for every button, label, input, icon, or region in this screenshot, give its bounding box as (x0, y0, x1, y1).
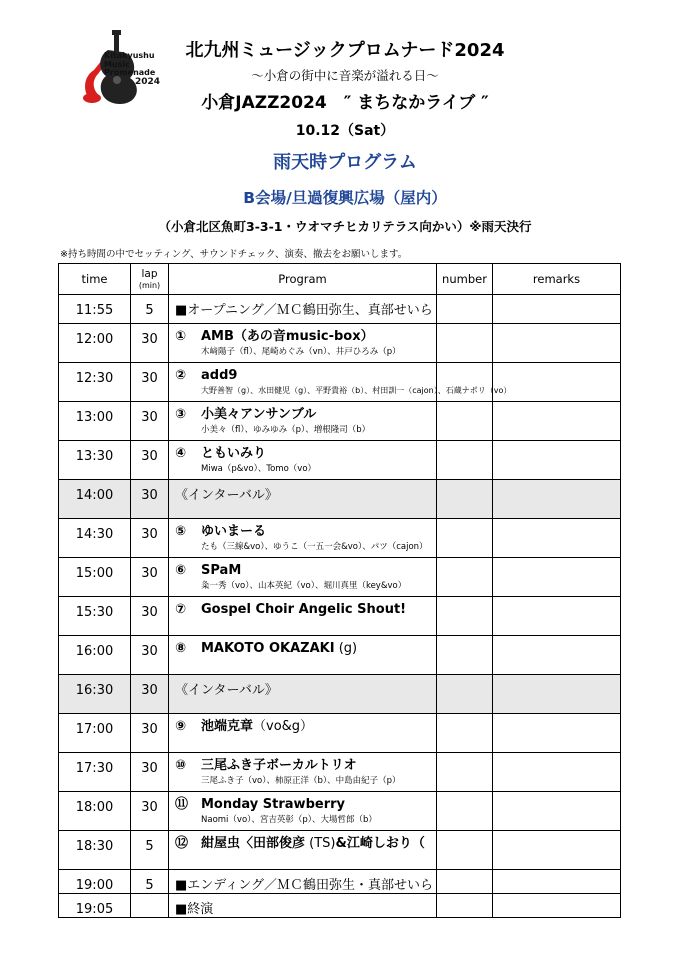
program-members: Naomi（vo）、宮吉英彰（p）、大場哲郎（b） (201, 815, 377, 825)
row-number (437, 519, 493, 558)
program-instrument: （vo&g） (253, 719, 314, 734)
row-number (437, 831, 493, 870)
row-program (169, 402, 437, 441)
row-time: 18:00 (59, 792, 131, 831)
row-lap: 5 (131, 870, 169, 894)
row-time: 15:30 (59, 597, 131, 636)
row-remarks (493, 675, 621, 714)
row-lap: 30 (131, 363, 169, 402)
row-time: 11:55 (59, 295, 131, 324)
program-members: 粂一秀（vo）、山本英紀（vo）、堀川真里（key&vo） (201, 581, 407, 591)
row-number (437, 753, 493, 792)
row-number (437, 636, 493, 675)
program-title: add9 (201, 368, 238, 383)
table-row (59, 558, 621, 597)
row-time: 14:00 (59, 480, 131, 519)
row-time: 19:05 (59, 894, 131, 918)
row-remarks (493, 480, 621, 519)
subtitle: 〜小倉の街中に音楽が溢れる日〜 (251, 68, 439, 83)
row-program (169, 519, 437, 558)
program-number: ⑫ (175, 836, 189, 851)
row-program (169, 295, 437, 324)
program-instrument: (g) (334, 641, 358, 656)
row-number (437, 714, 493, 753)
row-program (169, 441, 437, 480)
row-remarks (493, 636, 621, 675)
program-members: 小美々（fl）、ゆみゆみ（p）、増根隆司（b） (201, 425, 371, 435)
row-time: 13:30 (59, 441, 131, 480)
row-program (169, 714, 437, 753)
row-remarks (493, 324, 621, 363)
program-number: ⑤ (175, 524, 187, 539)
program-title: SPaM (201, 563, 242, 578)
program-number: ⑪ (175, 797, 189, 812)
row-lap: 30 (131, 519, 169, 558)
row-number (437, 441, 493, 480)
program-instrument: (TS) (305, 836, 336, 851)
row-lap: 30 (131, 480, 169, 519)
header-program: Program (169, 264, 437, 295)
row-program: 《インターバル》 (169, 675, 437, 714)
program-number: ⑧ (175, 641, 187, 656)
program-title: ともいみり (201, 446, 267, 461)
row-program (169, 597, 437, 636)
row-remarks (493, 894, 621, 918)
row-number (437, 597, 493, 636)
row-remarks (493, 831, 621, 870)
row-lap: 30 (131, 558, 169, 597)
row-number (437, 295, 493, 324)
table-row (59, 402, 621, 441)
program-members: たも（三線&vo）、ゆうこ（一五一会&vo）、パツ（cajon） (201, 542, 428, 552)
program-title: 紺屋虫〈田部俊彦 (201, 836, 306, 851)
program-title: ゆいまーる (201, 524, 267, 539)
row-remarks (493, 753, 621, 792)
program-title: ■オープニング／ＭＣ鶴田弥生、真部せいら (175, 303, 433, 318)
table-row (59, 675, 621, 714)
table-row (59, 441, 621, 480)
program-number: ④ (175, 446, 187, 461)
row-lap: 5 (131, 295, 169, 324)
program-members: 木﨑陽子（fl）、尾崎めぐみ（vn）、井戸ひろみ（p） (201, 347, 401, 357)
row-number (437, 558, 493, 597)
logo-line: Kitakyushu (104, 51, 155, 60)
program-members: 三尾ふき子（vo）、柿原正洋（b）、中島由紀子（p） (201, 776, 401, 786)
logo-text (104, 52, 164, 86)
row-program (169, 558, 437, 597)
venue-address: （小倉北区魚町3-3-1・ウオマチヒカリテラス向かい）※雨天決行 (158, 219, 532, 234)
event-title: 小倉JAZZ2024 ″ まちなかライブ ″ (201, 93, 489, 113)
row-program (169, 363, 512, 402)
logo-line: Promenade (104, 68, 156, 77)
table-row (59, 636, 621, 675)
row-number (437, 675, 493, 714)
table-row (59, 295, 621, 324)
row-remarks (493, 519, 621, 558)
row-number (437, 402, 493, 441)
program-number: ① (175, 329, 187, 344)
schedule-table (58, 263, 621, 918)
row-number (437, 792, 493, 831)
venue-heading: B会場/旦過復興広場（屋内） (243, 189, 447, 207)
rainy-program-heading: 雨天時プログラム (273, 152, 417, 173)
row-remarks (493, 714, 621, 753)
row-lap: 30 (131, 675, 169, 714)
program-number: ⑦ (175, 602, 187, 617)
program-title: 三尾ふき子ボーカルトリオ (201, 758, 357, 773)
program-title: MAKOTO OKAZAKI (201, 641, 335, 656)
row-lap (131, 894, 169, 918)
program-number: ⑩ (175, 758, 187, 773)
row-time: 18:30 (59, 831, 131, 870)
row-time: 14:30 (59, 519, 131, 558)
row-program (169, 894, 437, 918)
program-members: Miwa（p&vo）、Tomo（vo） (201, 464, 317, 474)
program-members: 大野善智（g）、水田健児（g）、平野貴裕（b）、村田訓一（cajon）、石蔵ナポリ（vo） (201, 386, 512, 395)
row-number (437, 480, 493, 519)
row-remarks (493, 441, 621, 480)
logo-line: Music (104, 59, 130, 69)
program-title: 小美々アンサンブル (201, 407, 317, 422)
table-row (59, 519, 621, 558)
row-remarks (493, 402, 621, 441)
header-lap-label: lap (141, 268, 158, 280)
table-row (59, 324, 621, 363)
table-row (59, 480, 621, 519)
table-row (59, 714, 621, 753)
program-number: ② (175, 368, 187, 383)
table-row (59, 792, 621, 831)
row-time: 12:00 (59, 324, 131, 363)
program-title: AMB（あの音music-box） (201, 329, 374, 344)
row-remarks (493, 295, 621, 324)
row-time: 17:00 (59, 714, 131, 753)
header-time: time (59, 264, 131, 295)
row-time: 17:30 (59, 753, 131, 792)
row-program (169, 636, 437, 675)
table-row (59, 753, 621, 792)
table-row (59, 870, 621, 894)
row-time: 13:00 (59, 402, 131, 441)
program-title: Gospel Choir Angelic Shout! (201, 602, 407, 617)
row-lap: 30 (131, 792, 169, 831)
row-program (169, 870, 437, 894)
row-program (169, 324, 437, 363)
program-number: ⑨ (175, 719, 187, 734)
program-title: Monday Strawberry (201, 797, 345, 812)
program-number: ⑥ (175, 563, 187, 578)
row-number (437, 894, 493, 918)
row-program (169, 753, 437, 792)
setup-note: ※持ち時間の中でセッティング、サウンドチェック、演奏、撤去をお願いします。 (60, 249, 408, 260)
header-number: number (437, 264, 493, 295)
row-number (437, 870, 493, 894)
row-time: 12:30 (59, 363, 131, 402)
row-remarks (493, 792, 621, 831)
row-lap: 30 (131, 597, 169, 636)
row-time: 16:00 (59, 636, 131, 675)
row-time: 19:00 (59, 870, 131, 894)
row-time: 15:00 (59, 558, 131, 597)
page-title: 北九州ミュージックプロムナード2024 (185, 40, 505, 61)
table-row (59, 831, 621, 870)
program-title-tail: &江崎しおり（ (335, 836, 425, 851)
row-program (169, 792, 437, 831)
row-program: 《インターバル》 (169, 480, 437, 519)
table-row (59, 363, 621, 402)
header-lap (131, 264, 169, 295)
event-date: 10.12（Sat） (295, 123, 395, 139)
row-lap: 30 (131, 753, 169, 792)
row-number (437, 324, 493, 363)
row-time: 16:30 (59, 675, 131, 714)
row-lap: 30 (131, 636, 169, 675)
row-lap: 30 (131, 402, 169, 441)
row-remarks (493, 870, 621, 894)
program-title: ■終演 (175, 902, 214, 917)
row-lap: 5 (131, 831, 169, 870)
row-remarks (493, 558, 621, 597)
program-number: ③ (175, 407, 187, 422)
row-remarks (493, 597, 621, 636)
program-title: ■エンディング／ＭＣ鶴田弥生・真部せいら (175, 878, 433, 893)
table-row (59, 894, 621, 918)
table-row (59, 597, 621, 636)
row-lap: 30 (131, 441, 169, 480)
header-lap-unit: (min) (138, 281, 161, 290)
row-remarks (493, 363, 621, 402)
row-lap: 30 (131, 324, 169, 363)
program-title: 池端克章 (201, 719, 254, 734)
table-header-row (59, 264, 621, 295)
logo-year: 2024 (134, 76, 160, 87)
row-lap: 30 (131, 714, 169, 753)
row-program (169, 831, 437, 870)
header-remarks: remarks (493, 264, 621, 295)
